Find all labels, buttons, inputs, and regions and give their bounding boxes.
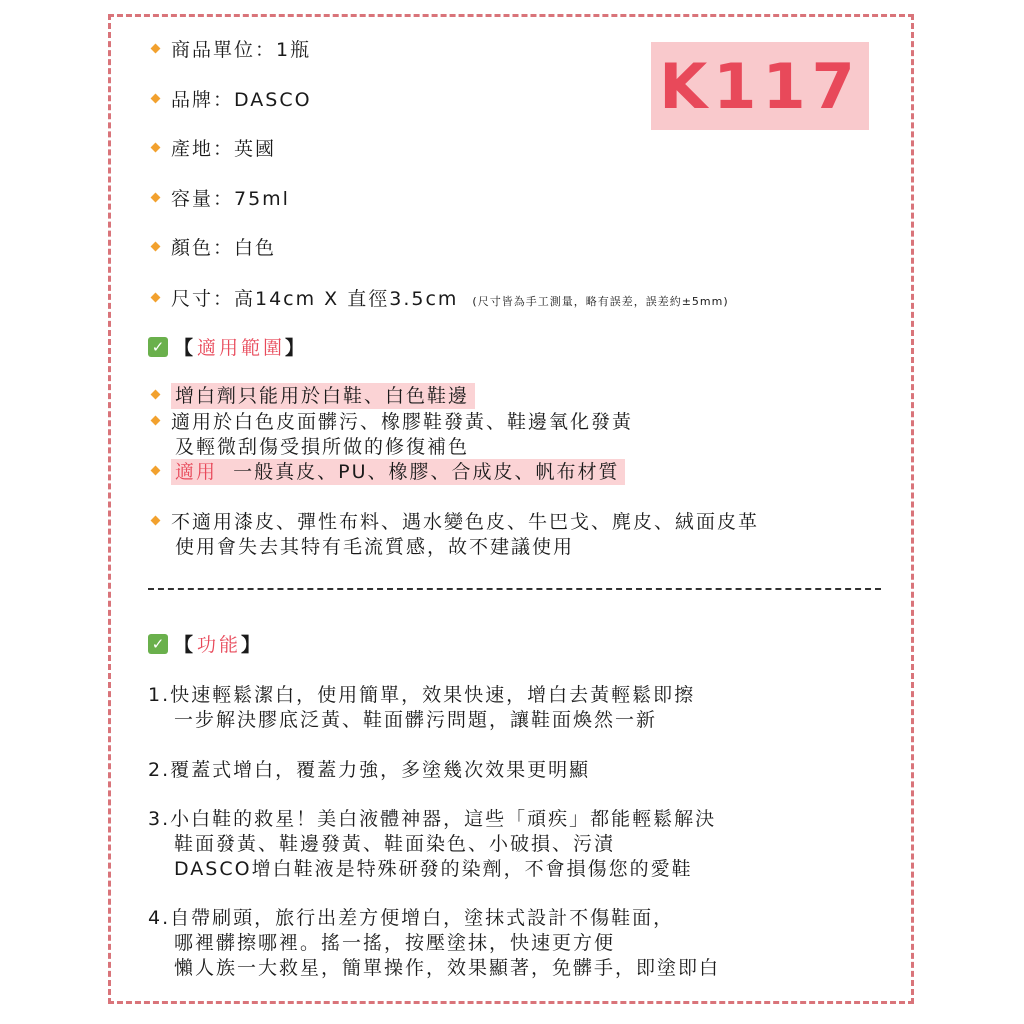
usage-item-white-only: 增白劑只能用於白鞋、白色鞋邊 (152, 384, 475, 408)
spec-volume: 容量：75ml (152, 187, 290, 211)
diamond-bullet-icon (151, 94, 161, 104)
product-code: K117 (659, 49, 861, 123)
diamond-bullet-icon (151, 193, 161, 203)
check-mark-icon: ✓ (148, 634, 168, 654)
diamond-bullet-icon (151, 390, 161, 400)
usage-heading: ✓ 【適用範圍】 (148, 336, 308, 360)
section-divider (148, 588, 881, 590)
feature-4-cont-2: 懶人族一大救星，簡單操作，效果顯著，免髒手，即塗即白 (174, 957, 721, 979)
usage-item-materials: 適用 一般真皮、PU、橡膠、合成皮、帆布材質 (152, 460, 625, 484)
feature-3-cont-1: 鞋面發黃、鞋邊發黃、鞋面染色、小破損、污漬 (174, 833, 616, 855)
feature-1-cont: 一步解決膠底泛黃、鞋面髒污問題，讓鞋面煥然一新 (174, 709, 658, 731)
product-code-badge (651, 42, 869, 130)
spec-brand: 品牌：DASCO (152, 88, 312, 112)
usage-item-suitable-for-cont: 及輕微刮傷受損所做的修復補色 (175, 436, 470, 458)
diamond-bullet-icon (151, 242, 161, 252)
features-heading: ✓ 【功能】 (148, 633, 264, 657)
spec-unit: 商品單位：1瓶 (152, 38, 311, 62)
feature-2: 2.覆蓋式增白，覆蓋力強，多塗幾次效果更明顯 (148, 759, 591, 781)
spec-color: 顏色：白色 (152, 236, 276, 260)
usage-item-not-suitable: 不適用漆皮、彈性布料、遇水變色皮、牛巴戈、麂皮、絨面皮革 (152, 510, 759, 534)
size-note: (尺寸皆為手工測量，略有誤差，誤差約±5mm) (472, 295, 729, 308)
usage-item-suitable-for: 適用於白色皮面髒污、橡膠鞋發黃、鞋邊氧化發黃 (152, 410, 633, 434)
feature-1: 1.快速輕鬆潔白，使用簡單，效果快速，增白去黃輕鬆即擦 (148, 684, 696, 706)
feature-4-cont-1: 哪裡髒擦哪裡。搖一搖，按壓塗抹，快速更方便 (174, 932, 616, 954)
usage-item-not-suitable-cont: 使用會失去其特有毛流質感，故不建議使用 (175, 536, 575, 558)
diamond-bullet-icon (151, 143, 161, 153)
diamond-bullet-icon (151, 466, 161, 476)
spec-size: 尺寸：高14cm X 直徑3.5cm (尺寸皆為手工測量，略有誤差，誤差約±5mm) (152, 287, 729, 314)
feature-4: 4.自帶刷頭，旅行出差方便增白，塗抹式設計不傷鞋面， (148, 907, 675, 929)
spec-origin: 產地：英國 (152, 137, 276, 161)
feature-3: 3.小白鞋的救星！美白液體神器，這些「頑疾」都能輕鬆解決 (148, 808, 717, 830)
diamond-bullet-icon (151, 44, 161, 54)
diamond-bullet-icon (151, 516, 161, 526)
diamond-bullet-icon (151, 416, 161, 426)
diamond-bullet-icon (151, 293, 161, 303)
check-mark-icon: ✓ (148, 337, 168, 357)
materials-label: 適用 (175, 461, 218, 483)
feature-3-cont-2: DASCO增白鞋液是特殊研發的染劑，不會損傷您的愛鞋 (174, 858, 693, 880)
